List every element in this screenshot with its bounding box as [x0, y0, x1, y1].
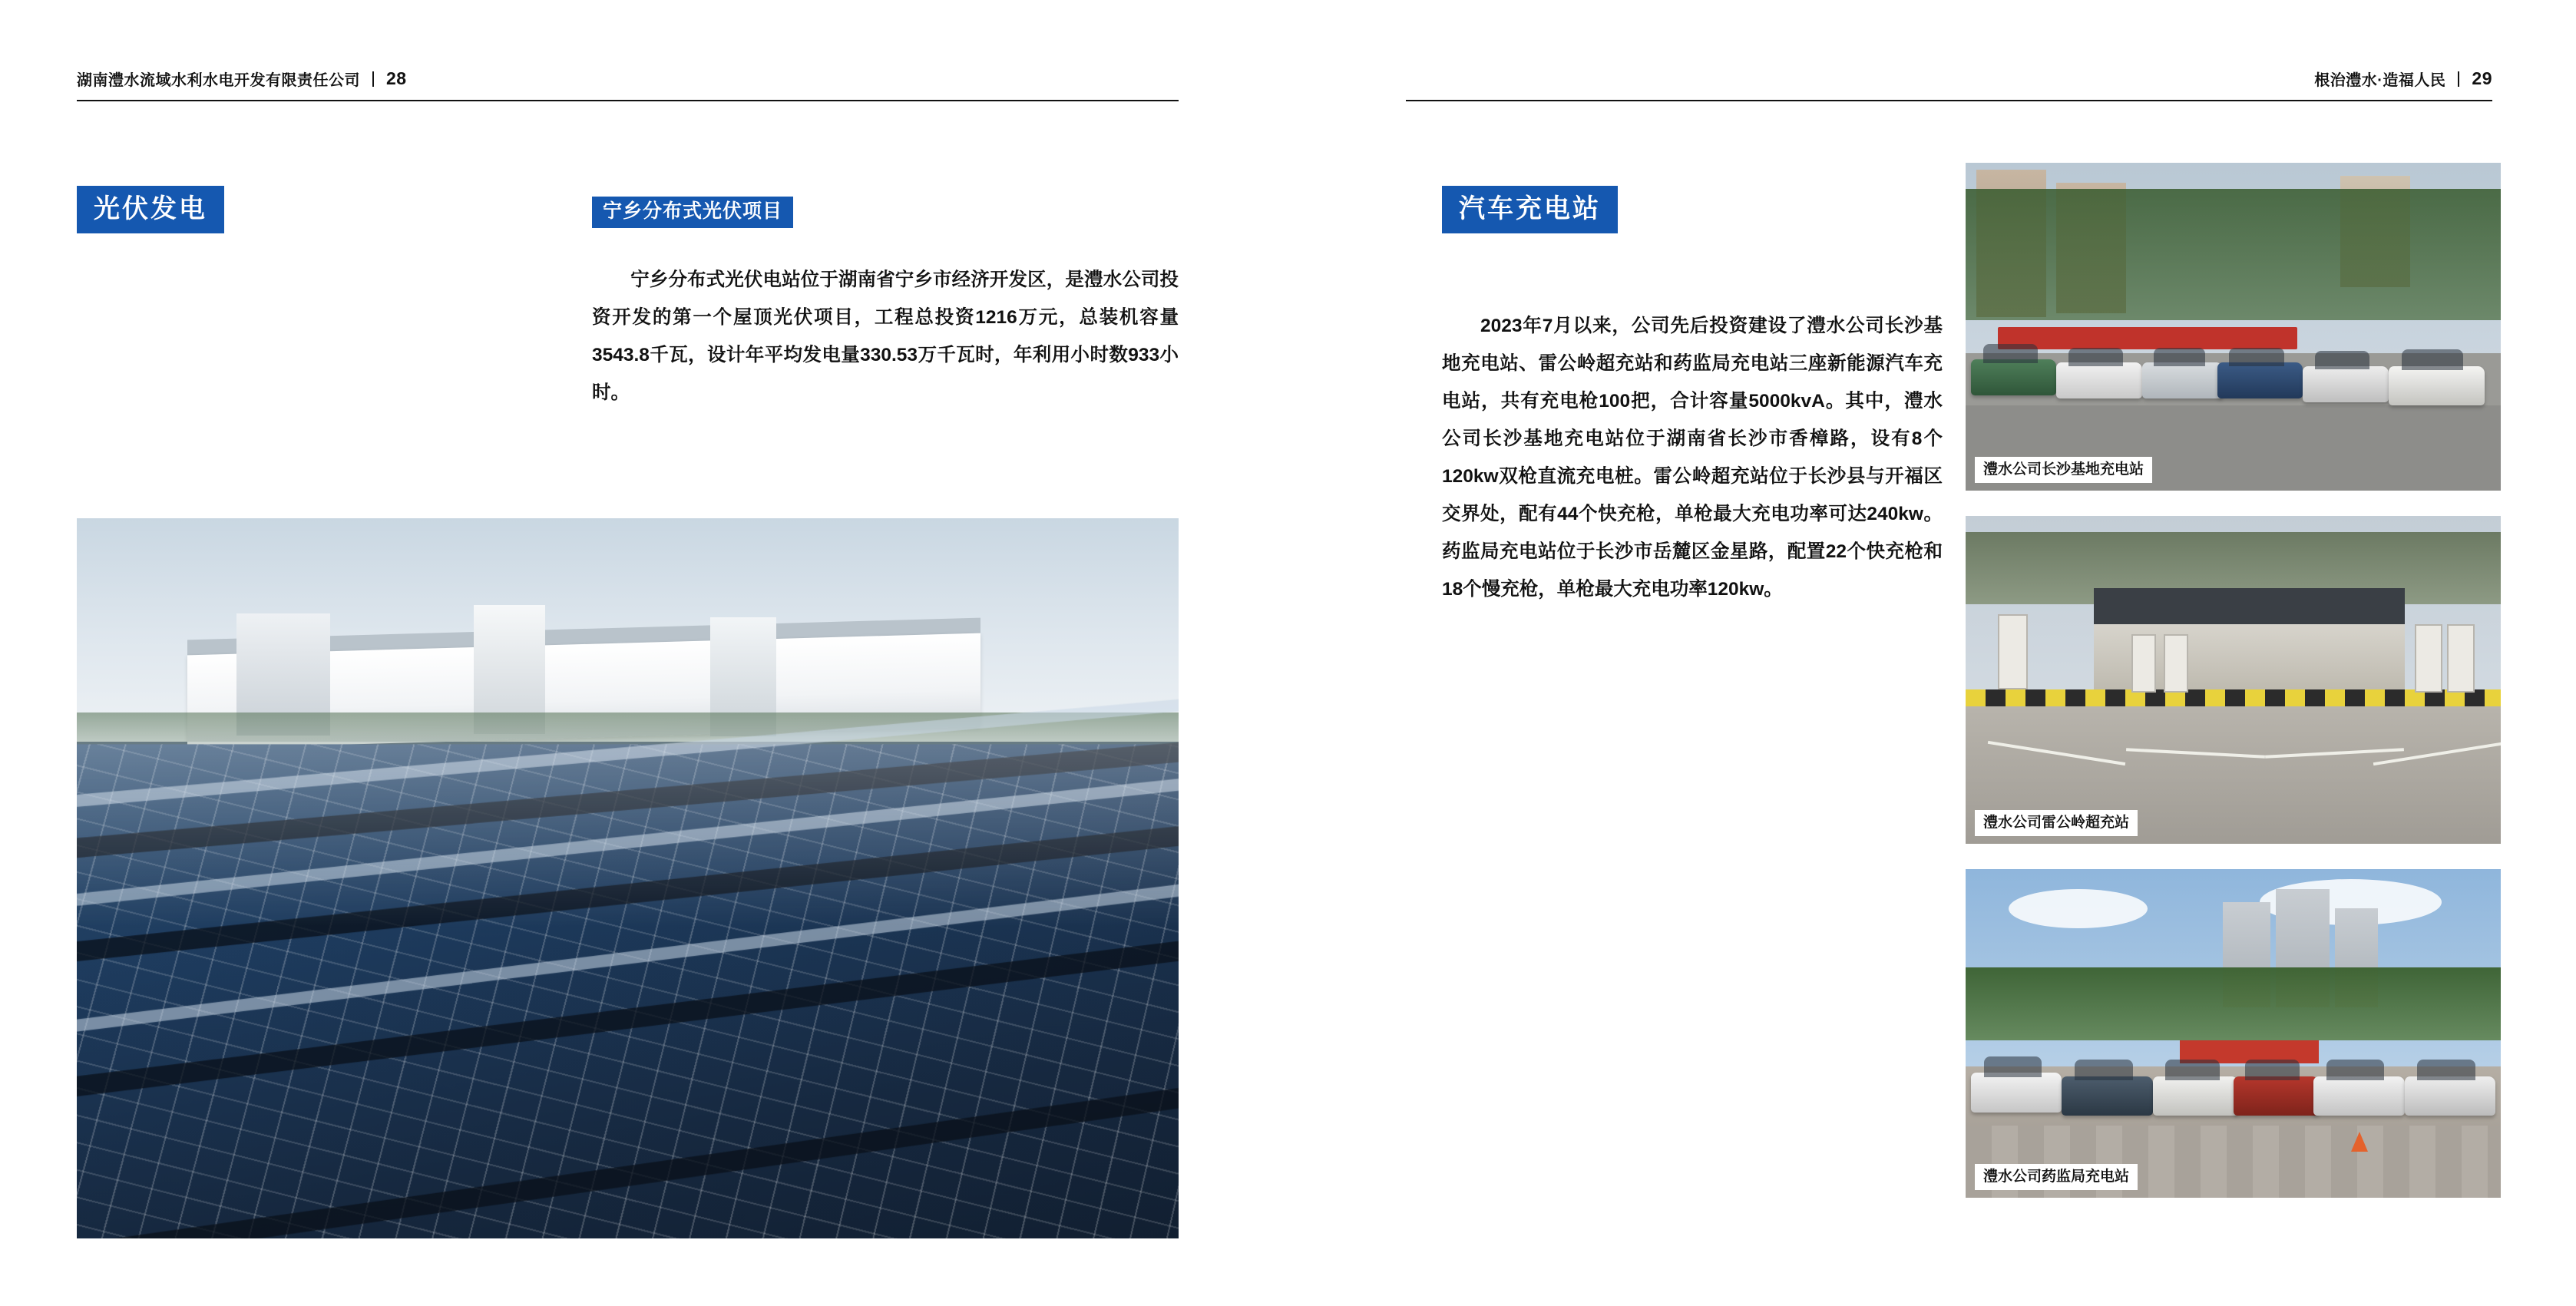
photo-3-traffic-cone	[2351, 1132, 2368, 1152]
photo-3-car	[2405, 1076, 2495, 1116]
section-tag-ev-charging: 汽车充电站	[1442, 186, 1618, 233]
photo-3-cloud	[2009, 889, 2148, 928]
photo-3-car	[2062, 1076, 2152, 1116]
photo-3-image	[1966, 869, 2501, 1198]
photo-3-caption: 澧水公司药监局充电站	[1975, 1164, 2138, 1190]
photo-2-charging-pile	[2415, 624, 2442, 693]
photo-1-car	[2303, 366, 2389, 402]
photo-1-car	[2389, 366, 2485, 405]
photo-3-car	[1971, 1073, 2062, 1112]
photo-1-tree-canopy	[1966, 189, 2501, 320]
subsection-title-ningxiang: 宁乡分布式光伏项目	[592, 197, 793, 228]
photo-2-caption: 澧水公司雷公岭超充站	[1975, 810, 2138, 836]
photo-2-charging-pile	[2164, 634, 2188, 693]
photo-solar-rooftop	[77, 518, 1179, 1238]
photo-pv-array	[77, 744, 1179, 1238]
section-tag-photovoltaic: 光伏发电	[77, 186, 224, 233]
running-head-separator	[372, 71, 374, 87]
photo-yaojianju-station	[1966, 869, 2501, 1198]
left-page-number: 28	[386, 68, 407, 88]
photo-1-caption: 澧水公司长沙基地充电站	[1975, 457, 2152, 483]
photo-1-car	[2142, 362, 2223, 398]
photo-3-car	[2313, 1076, 2404, 1116]
right-header-rule	[1406, 100, 2492, 101]
right-page-number: 29	[2472, 68, 2492, 88]
photo-1-red-banner	[1998, 327, 2297, 350]
running-head-separator	[2458, 71, 2459, 87]
left-running-head-text: 湖南澧水流域水利水电开发有限责任公司	[77, 72, 360, 89]
photo-3-car	[2153, 1076, 2239, 1116]
photo-1-car	[2217, 362, 2303, 398]
right-running-head	[2314, 68, 2492, 90]
photo-2-charging-pile	[2131, 634, 2156, 693]
photo-1-car	[1971, 359, 2057, 395]
photo-3-car	[2234, 1076, 2320, 1116]
left-running-head	[77, 68, 407, 90]
right-body-paragraph	[1442, 307, 1943, 608]
photo-2-canopy	[2094, 588, 2404, 624]
photo-3-tree-belt	[1966, 967, 2501, 1040]
photo-2-image	[1966, 516, 2501, 844]
left-header-rule	[77, 100, 1179, 101]
photo-changsha-base-station	[1966, 163, 2501, 491]
left-body-text: 宁乡分布式光伏电站位于湖南省宁乡市经济开发区，是澧水公司投资开发的第一个屋顶光伏项目，工程总投资1216万元，总装机容量3543.8千瓦，设计年平均发电量330.53万千瓦时，年利用小时数933小时。	[592, 269, 1179, 403]
right-running-head-text: 根治澧水·造福人民	[2314, 72, 2446, 89]
left-body-paragraph	[592, 261, 1179, 412]
photo-1-car	[2056, 362, 2142, 398]
photo-1-image	[1966, 163, 2501, 491]
photo-leigongling-supercharging-station	[1966, 516, 2501, 844]
photo-2-charging-pile	[2447, 624, 2474, 693]
photo-2-charging-pile	[1998, 614, 2028, 689]
right-body-text: 2023年7月以来，公司先后投资建设了澧水公司长沙基地充电站、雷公岭超充站和药监局充电站三座新能源汽车充电站，共有充电枪100把，合计容量5000kvA。其中，澧水公司长沙基地充电站位于湖南省长沙市香樟路，设有8个120kw双枪直流充电桩。雷公岭超充站位于长沙县与开福区交界处，配有44个快充枪，单枪最大充电功率可达240kw。药监局充电站位于长沙市岳麓区金星路，配置22个快充枪和18个慢充枪，单枪最大充电功率120kw。	[1442, 316, 1943, 600]
